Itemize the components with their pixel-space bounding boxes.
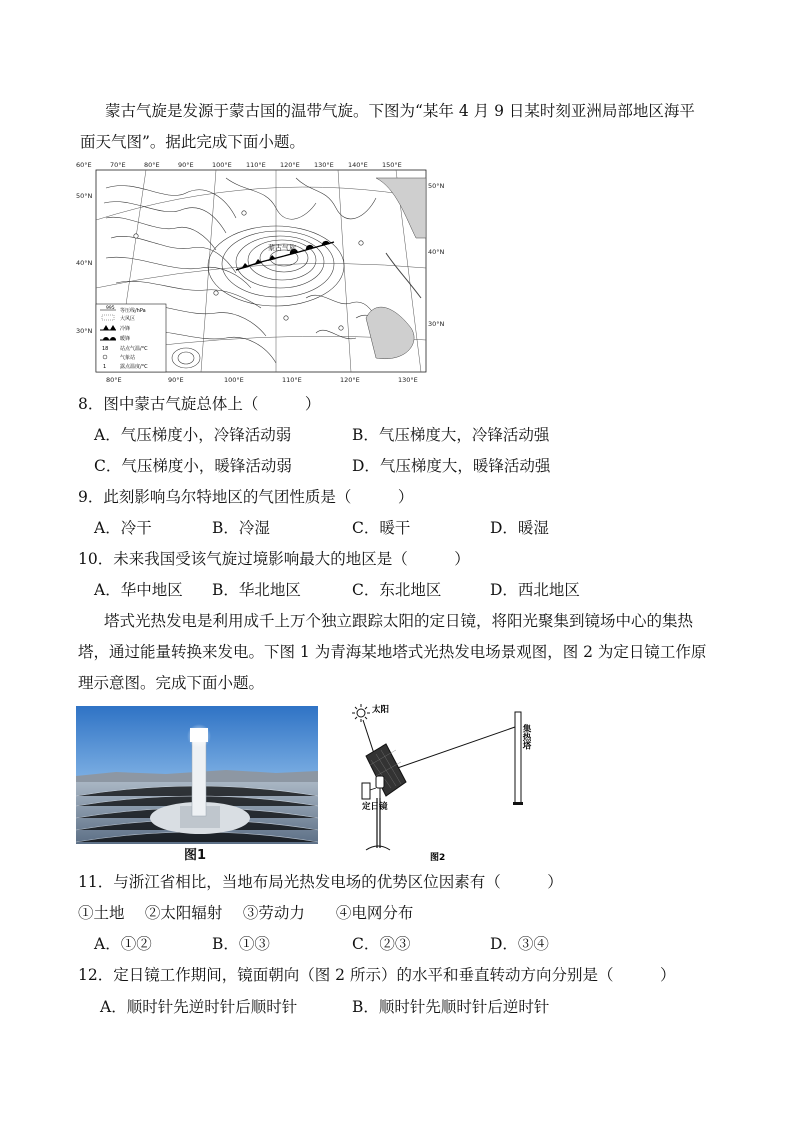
lon-top-label: 100°E: [212, 161, 232, 169]
legend-station: 气象站: [120, 355, 136, 361]
intro-2-line-3: 理示意图。完成下面小题。: [78, 674, 265, 692]
q11-option-d[interactable]: D．③④: [490, 935, 549, 953]
lon-top-label: 140°E: [348, 161, 368, 169]
intro-1-line-2: 面天气图”。据此完成下面小题。: [80, 133, 305, 151]
question-10-stem: 10．未来我国受该气旋过境影响最大的地区是（ ）: [78, 550, 470, 568]
lat-right-label: 30°N: [428, 320, 445, 328]
q12-option-a[interactable]: A．顺时针先逆时针后顺时针: [100, 998, 298, 1016]
weather-map-figure: [76, 158, 446, 388]
legend-gale: 大风区: [120, 316, 136, 322]
legend-warm-front: 暖锋: [120, 336, 131, 342]
lon-bottom-label: 120°E: [340, 376, 360, 384]
intro-paragraph-2: [78, 606, 728, 699]
sun-icon: [352, 704, 370, 722]
lon-top-label: 110°E: [246, 161, 266, 169]
q12-option-b[interactable]: B．顺时针先顺时针后逆时针: [352, 998, 550, 1016]
lon-bottom-label: 110°E: [282, 376, 302, 384]
figure-1-caption: 图1: [184, 848, 207, 863]
intro-1-line-1: 蒙古气旋是发源于蒙古国的温带气旋。下图为“某年 4 月 9 日某时刻亚洲局部地区海平: [105, 102, 695, 120]
lat-left-label: 50°N: [76, 192, 93, 200]
sun-label: 太阳: [372, 705, 390, 715]
q10-option-d[interactable]: D．西北地区: [490, 581, 580, 599]
q11-option-a[interactable]: A．①②: [94, 935, 152, 953]
intro-2-line-1: 塔式光热发电是利用成千上万个独立跟踪太阳的定日镜，将阳光聚集到镜场中心的集热: [104, 612, 694, 630]
q8-option-b[interactable]: B．气压梯度大，冷锋活动强: [352, 426, 550, 444]
question-11-stem: 11．与浙江省相比，当地布局光热发电场的优势区位因素有（ ）: [78, 873, 563, 891]
mirror-label: 定日镜: [362, 802, 388, 812]
intro-2-line-2: 塔，通过能量转换来发电。下图 1 为青海某地塔式光热发电场景观图，图 2 为定日镜工作原: [78, 643, 707, 661]
lat-left-label: 40°N: [76, 259, 93, 267]
question-12-stem: 12．定日镜工作期间，镜面朝向（图 2 所示）的水平和垂直转动方向分别是（ ）: [78, 966, 676, 984]
map-legend: [96, 304, 166, 372]
lon-top-label: 80°E: [144, 161, 160, 169]
lon-top-label: 60°E: [76, 161, 92, 169]
lat-right-label: 40°N: [428, 248, 445, 256]
control-box: [362, 783, 370, 799]
figure-2: [340, 700, 550, 865]
legend-station-temp: 站点气温/°C: [120, 346, 148, 352]
tower-label: 集热塔: [521, 724, 531, 750]
question-9-stem: 9．此刻影响乌尔特地区的气团性质是（ ）: [78, 488, 414, 506]
lat-right-label: 50°N: [428, 182, 445, 190]
lon-top-label: 150°E: [382, 161, 402, 169]
legend-isobar: 等压线/hPa: [120, 308, 146, 314]
q11-option-c[interactable]: C．②③: [352, 935, 411, 953]
question-8-stem: 8．图中蒙古气旋总体上（ ）: [78, 395, 321, 413]
lon-bottom-label: 90°E: [168, 376, 184, 384]
q8-option-a[interactable]: A．气压梯度小，冷锋活动弱: [94, 426, 292, 444]
lon-top-label: 130°E: [314, 161, 334, 169]
q9-option-b[interactable]: B．冷湿: [212, 519, 270, 537]
q9-option-c[interactable]: C．暖干: [352, 519, 411, 537]
q11-factors: ①土地 ②太阳辐射 ③劳动力 ④电网分布: [78, 904, 414, 922]
legend-temp-value: 18: [102, 346, 109, 352]
figure-2-caption: 图2: [430, 853, 446, 863]
q10-option-b[interactable]: B．华北地区: [212, 581, 301, 599]
lat-left-label: 30°N: [76, 327, 93, 335]
cyclone-label: 蒙古气旋: [268, 244, 296, 252]
heliostat-diagram: [340, 700, 550, 865]
q9-option-d[interactable]: D．暖湿: [490, 519, 549, 537]
legend-dew: 露点温度/°C: [120, 364, 148, 370]
lon-top-label: 90°E: [178, 161, 194, 169]
q8-option-d[interactable]: D．气压梯度大，暖锋活动强: [352, 457, 551, 475]
legend-dew-value: 1: [103, 364, 107, 370]
lon-bottom-label: 130°E: [398, 376, 418, 384]
lon-bottom-label: 80°E: [106, 376, 122, 384]
legend-isobar-value: 995: [106, 306, 115, 311]
solar-tower-photo: [76, 706, 318, 844]
lon-bottom-label: 100°E: [224, 376, 244, 384]
q10-option-a[interactable]: A．华中地区: [94, 581, 183, 599]
lon-top-label: 120°E: [280, 161, 300, 169]
legend-cold-front: 冷锋: [120, 326, 131, 332]
figure-1: [76, 706, 318, 866]
lon-top-label: 70°E: [110, 161, 126, 169]
weather-map: [76, 158, 446, 388]
q10-option-c[interactable]: C．东北地区: [352, 581, 442, 599]
q11-option-b[interactable]: B．①③: [212, 935, 270, 953]
q9-option-a[interactable]: A．冷干: [94, 519, 152, 537]
intro-paragraph-1: [80, 96, 730, 158]
q8-option-c[interactable]: C．气压梯度小，暖锋活动弱: [94, 457, 292, 475]
